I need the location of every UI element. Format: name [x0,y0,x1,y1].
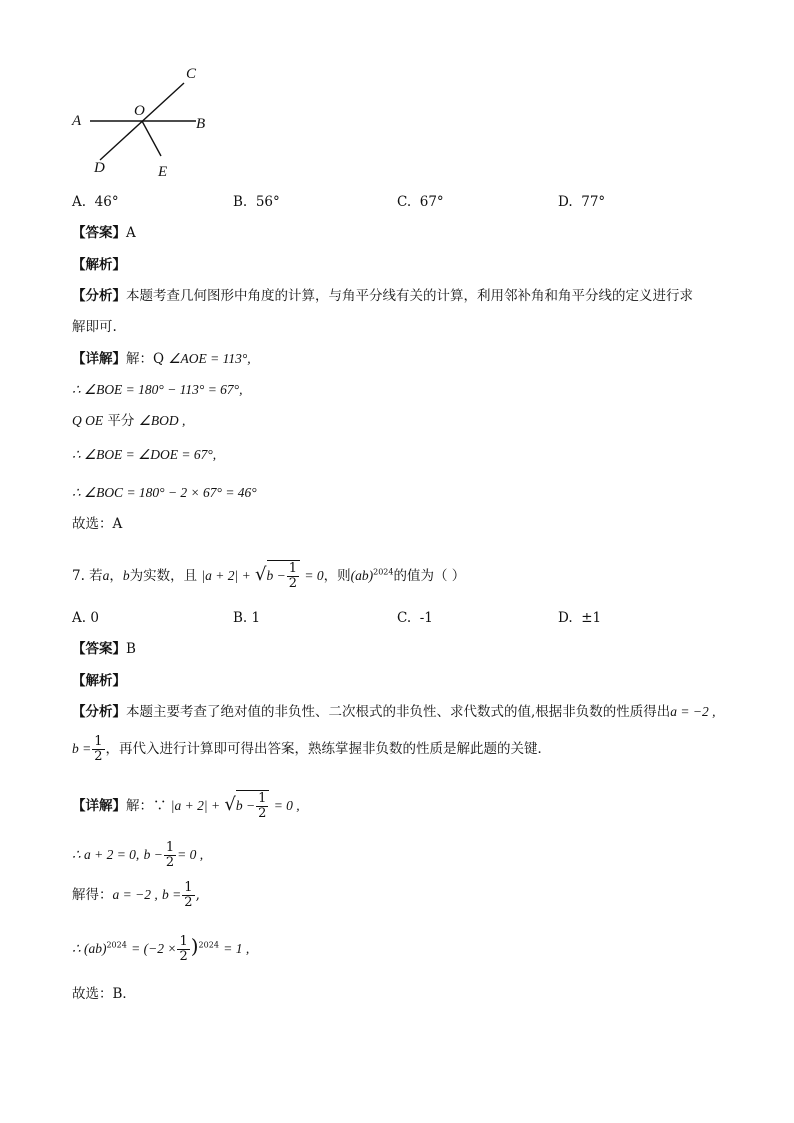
q6-jiexi: 【解析】 [72,257,126,273]
angle-figure [60,58,230,188]
q7-fenxi-line2: b = $\frac{1}{2}$ ，再代入进行计算即可得出答案，熟练掌握非负数的性质是解此题的关键． [72,734,552,764]
q6-option-b: B. 56° [233,194,280,210]
label-D: D [94,160,105,176]
q7-option-b: B. 1 [233,610,261,626]
label-O: O [134,103,145,119]
q6-option-c: C. 67° [397,194,444,210]
q6-detail-line4: ∴ ∠BOE = ∠DOE = 67°, [72,447,217,462]
label-B: B [196,116,206,132]
q6-detail-line2: ∴ ∠BOE = 180° − 113° = 67°, [72,382,243,397]
q7-answer: 【答案】B [72,641,136,657]
q7-option-c: C. -1 [397,610,433,626]
label-C: C [186,66,197,82]
q6-guxuan: 故选：A [72,516,123,532]
q7-guxuan: 故选：B． [72,986,136,1002]
q7-stem: 7. 若a，b为实数，且 |a + 2| + √b − $\frac{1}{2}$ = 0，则(ab)$^{2024}$的值为（ ） [72,561,466,591]
q7-option-d: D. ±1 [558,610,602,626]
label-E: E [158,164,168,180]
q6-detail-line3: Q OE 平分 ∠BOD , [72,413,186,429]
ray-OE [142,121,161,156]
q6-fenxi-line2: 解即可. [72,319,117,335]
q6-option-a: A. 46° [72,194,119,210]
q6-detail-line1: 【详解】解：Q ∠AOE = 113°, [72,351,251,367]
q7-option-a: A. 0 [72,610,99,626]
q7-detail-line1: 【详解】解：∵ |a + 2| + √b − $\frac{1}{2}$ = 0 , [72,791,300,821]
q7-detail-line4: ∴ (ab)$^{2024}$ = (−2 × $\frac{1}{2}$ )$^{2024}$ = 1 , [72,934,250,964]
label-A: A [72,113,82,129]
q6-option-d: D. 77° [558,194,606,210]
q7-fenxi-line1: 【分析】本题主要考查了绝对值的非负性、二次根式的非负性、求代数式的值,根据非负数的性质得出a = −2 , [72,704,716,720]
q6-answer: 【答案】A [72,225,136,241]
q6-detail-line5: ∴ ∠BOC = 180° − 2 × 67° = 46° [72,485,257,500]
q7-detail-line3: 解得：a = −2 , b = $\frac{1}{2}$ , [72,880,200,910]
q6-fenxi-line1: 【分析】本题考查几何图形中角度的计算，与角平分线有关的计算，利用邻补角和角平分线的定义进行求 [72,288,693,304]
q7-detail-line2: ∴ a + 2 = 0, b − $\frac{1}{2}$ = 0 , [72,840,204,870]
q7-jiexi: 【解析】 [72,673,126,689]
